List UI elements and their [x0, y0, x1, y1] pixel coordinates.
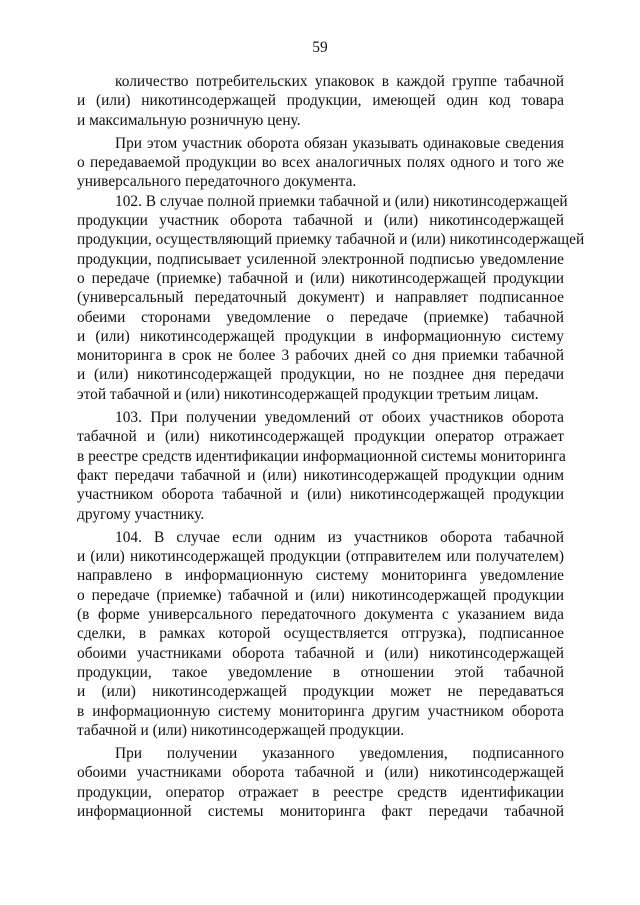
text-line: продукции, осуществляющий приемку табачной и (или) никотинсодержащей [77, 231, 585, 249]
text-line: о передаче (приемке) табачной и (или) никотинсодержащей продукции [77, 269, 564, 287]
text-line: и (или) никотинсодержащей продукции может не передаваться [77, 683, 564, 701]
text-line: и (или) никотинсодержащей продукции (отправителем или получателем) [77, 548, 564, 566]
text-line: и (или) никотинсодержащей продукции в информационную систему [77, 327, 564, 345]
text-line: другому участнику. [77, 505, 205, 523]
text-line: мониторинга в срок не более 3 рабочих дней со дня приемки табачной [77, 347, 564, 365]
text-line: обоими участниками оборота табачной и (или) никотинсодержащей [77, 644, 564, 662]
text-line: 102. В случае полной приемки табачной и (или) никотинсодержащей [115, 192, 568, 210]
text-line: продукции, такое уведомление в отношении этой табачной [77, 663, 564, 681]
text-line: и максимальную розничную цену. [77, 111, 301, 129]
text-line: сделки, в рамках которой осуществляется отгрузка), подписанное [77, 625, 564, 643]
text-line: табачной и (или) никотинсодержащей продукции оператор отражает [77, 428, 564, 446]
text-line: табачной и (или) никотинсодержащей продукции. [77, 721, 405, 739]
text-line: участником оборота табачной и (или) никотинсодержащей продукции [77, 486, 564, 504]
text-line: При получении указанного уведомления, подписанного [115, 745, 564, 763]
text-line: обеими сторонами уведомление о передаче (приемке) табачной [77, 308, 564, 326]
text-line: о передаваемой продукции во всех аналогичных полях одного и того же [77, 154, 564, 172]
text-line: 104. В случае если одним из участников оборота табачной [115, 528, 564, 546]
text-line: (универсальный передаточный документ) и направляет подписанное [77, 289, 564, 307]
text-line: При этом участник оборота обязан указывать одинаковые сведения [115, 134, 564, 152]
text-line: в реестре средств идентификации информационной системы мониторинга [77, 447, 566, 465]
document-body [77, 72, 585, 821]
text-line: универсального передаточного документа. [77, 173, 357, 191]
text-line: факт передачи табачной и (или) никотинсодержащей продукции одним [77, 466, 564, 484]
text-line: продукции, подписывает усиленной электронной подписью уведомление [77, 250, 564, 268]
text-line: информационной системы мониторинга факт передачи табачной [77, 802, 564, 820]
text-line: направлено в информационную систему мониторинга уведомление [77, 567, 564, 585]
text-line: этой табачной и (или) никотинсодержащей продукции третьим лицам. [77, 385, 539, 403]
text-line: о передаче (приемке) табачной и (или) никотинсодержащей продукции [77, 586, 564, 604]
text-line: (в форме универсального передаточного документа с указанием вида [77, 606, 564, 624]
text-line: и (или) никотинсодержащей продукции, но не позднее дня передачи [77, 366, 564, 384]
text-line: количество потребительских упаковок в каждой группе табачной [115, 73, 564, 90]
text-line: продукции участник оборота табачной и (или) никотинсодержащей [77, 212, 564, 230]
text-line: в информационную систему мониторинга другим участником оборота [77, 702, 564, 720]
text-line: обоими участниками оборота табачной и (или) никотинсодержащей [77, 764, 564, 782]
text-line: продукции, оператор отражает в реестре средств идентификации [77, 783, 564, 801]
text-line: и (или) никотинсодержащей продукции, имеющей один код товара [77, 92, 564, 110]
page-number: 59 [312, 39, 328, 56]
text-line: 103. При получении уведомлений от обоих участников оборота [115, 409, 564, 427]
